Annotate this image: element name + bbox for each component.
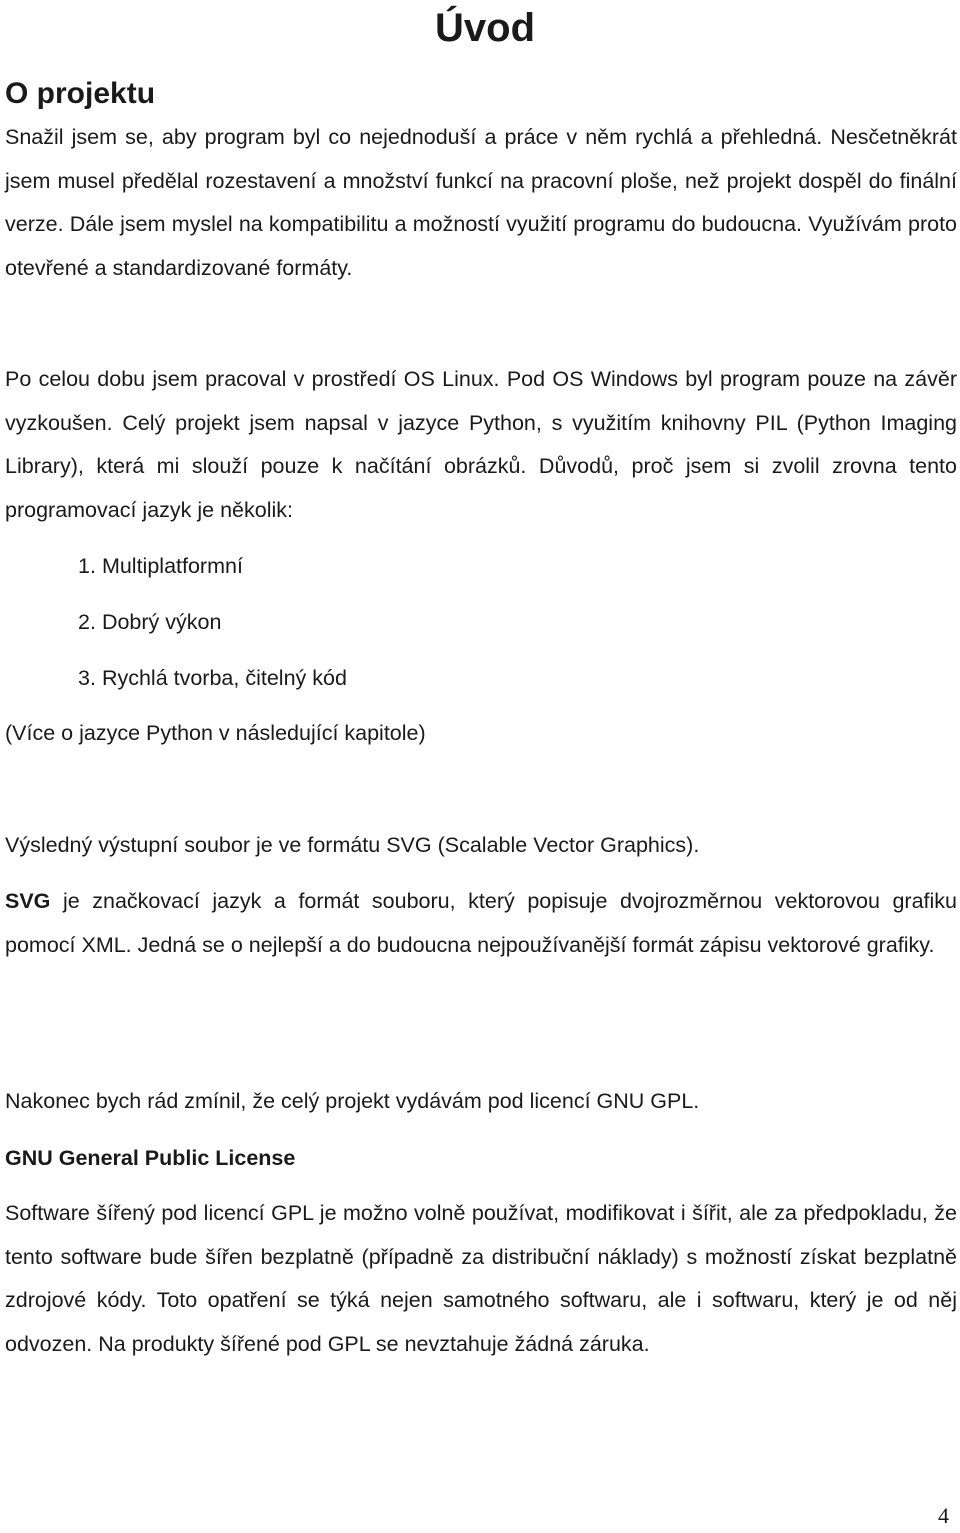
- page-number: 4: [938, 1503, 949, 1528]
- license-intro-paragraph: Nakonec bych rád zmínil, že celý projekt vydávám pod licencí GNU GPL.: [5, 1089, 700, 1113]
- license-heading: GNU General Public License: [5, 1146, 296, 1170]
- reasons-list: [78, 543, 347, 711]
- python-note: (Více o jazyce Python v následující kapitole): [5, 721, 426, 745]
- svg-description-paragraph: SVG je značkovací jazyk a formát souboru, který popisuje dvojrozměrnou vektorovou grafiku pomocí XML. Jedná se o nejlepší a do budoucna nejpoužívanější formát zápisu vektorové grafiky.: [5, 889, 957, 957]
- section-title: O projektu: [5, 77, 156, 110]
- list-item: 3. Rychlá tvorba, čitelný kód: [78, 666, 347, 690]
- chapter-title: Úvod: [435, 6, 535, 50]
- license-paragraph: Software šířený pod licencí GPL je možno volně používat, modifikovat i šířit, ale za předpokladu, že tento software bude šířen bezplatně (případně za distribuční náklady) s možností získat bezplatně zdrojové kódy. Toto opatření se týká nejen samotného softwaru, ale i softwaru, který je od něj odvozen. Na produkty šířené pod GPL se nevztahuje žádná záruka.: [5, 1201, 957, 1356]
- list-item: 2. Dobrý výkon: [78, 610, 222, 634]
- svg-term: SVG: [5, 889, 51, 913]
- environment-paragraph: Po celou dobu jsem pracoval v prostředí OS Linux. Pod OS Windows byl program pouze na závěr vyzkoušen. Celý projekt jsem napsal v jazyce Python, s využitím knihovny PIL (Python Imaging Library), která mi slouží pouze k načítání obrázků. Důvodů, proč jsem si zvolil zrovna tento programovací jazyk je několik:: [5, 367, 957, 522]
- intro-paragraph: Snažil jsem se, aby program byl co nejednoduší a práce v něm rychlá a přehledná. Nesčetněkrát jsem musel předělal rozestavení a množství funkcí na pracovní ploše, než projekt dospěl do finální verze. Dále jsem myslel na kompatibilitu a možností využití programu do budoucna. Využívám proto otevřené a standardizované formáty.: [5, 125, 957, 280]
- svg-format-paragraph: Výsledný výstupní soubor je ve formátu SVG (Scalable Vector Graphics).: [5, 833, 700, 857]
- list-item: 1. Multiplatformní: [78, 554, 243, 578]
